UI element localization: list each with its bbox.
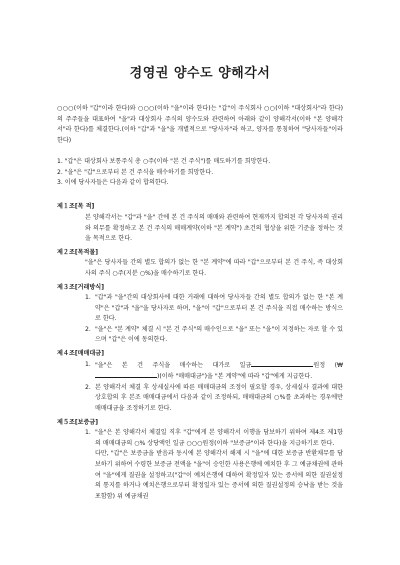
article-text: "을"은 당사자들 간의 별도 합의가 없는 한 "본 계약"에 따라 "갑"으로부터 본 건 주식, 즉 대상회사의 주식 ○주(지분 ○%)을 매수하기로 한다.: [85, 259, 343, 277]
article-4: [57, 349, 343, 415]
item-text: "을"은 "본 계약" 체결 시 "본 건 주식"의 매수인으로 "을" 또는 "을"이 지정하는 자로 할 수 있으며 "갑"은 이에 동의한다.: [95, 325, 343, 344]
item-text: [95, 360, 343, 383]
article-title: 제１조[목 적]: [57, 203, 95, 211]
item-text: "을"은 본 양해각서 체결일 직후 "갑"에게 본 양해각서 이행을 담보하기 위하여 제4조 제1항의 매매대금의 ○% 상당액인 일금 ○○○원정(이하 "보증금"이라 한다)을 지급하기로 한다.: [95, 429, 343, 447]
article-item: [85, 293, 343, 325]
document-title: 경영권 양수도 양해각서: [129, 66, 271, 81]
item-text-part: )(이하 "매매대금")을 "본 계약"에 따라 "갑"에게 지급한다.: [157, 373, 313, 381]
article-title: 제５조[보증금]: [57, 418, 99, 426]
clause-item: 3. 이에 당사자들은 다음과 같이 합의한다.: [57, 179, 169, 187]
item-number: 2.: [85, 325, 91, 333]
clause-item: 2. "을"은 "갑"으로부터 본 건 주식을 매수하기를 희망한다.: [57, 168, 214, 176]
article-title: 제２조[목적물]: [57, 248, 99, 256]
article-text: 본 양해각서는 "갑"과 "을" 간에 본 건 주식의 매매와 관련하여 현재까지 합의된 각 당사자의 권리와 의무를 확정하고 본 건 주식의 매매계약(이하 "본 계약") 초건의 협상을 위한 기준을 정하는 것을 목적으로 한다.: [85, 213, 343, 243]
article-item: [85, 428, 343, 449]
article-item: [85, 325, 343, 346]
article-title: 제３조[거래방식]: [57, 283, 104, 291]
article-1: [57, 202, 343, 244]
item-number: 1.: [85, 429, 91, 437]
article-2: [57, 248, 343, 280]
item-text: 본 양해각서 체결 후 상세실사에 따른 매매대금의 조정이 필요할 경우, 상세실사 결과에 대한 상호합의 후 본조 매매대금에서 다음과 같이 조정하되, 매매대금의 ○%를 초과하는 경우에만 매매대금을 조정하기로 한다.: [95, 383, 343, 413]
article-item: [85, 383, 343, 415]
item-number: 1.: [85, 360, 91, 368]
item-text-part: "을"은 본 건 주식을 매수하는 대가로 일금: [95, 361, 252, 369]
article-item: [85, 360, 343, 383]
intro-paragraph: ○○○(이하 "갑"이라 한다)와 ○○○(이하 "을"이라 한다)는 "갑"이 주식회사 ○○(이하 "대상회사"라 한다)의 주주들을 대표하여 "을"과 대상회사 주식의 양수도와 관련하여 아래와 같이 양해각서(이하 "본 양해각서"라 한다)를 체결한다.(이하 "갑"과 "을"을 개별적으로 "당사자"라 하고, 양자를 통칭하여 "당사자들"이라 한다): [57, 105, 343, 144]
item-text: 다만, "갑"은 보증금을 받음과 동시에 본 양해각서 해제 시 "을"에 대한 보증금 반환채무를 담보하기 위하여 수령한 보증금 전액을 "을"이 승인한 사용은행에 예치한 후 그 예금채권에 관하여 "을"에게 질권을 설정하고("갑"이 예치은행에 대하여 확정일자 있는 증서에 의한 질권설정의 통지를 하거나 예치은행으로부터 확정일자 있는 증서에 의한 질권설정의 승낙을 받는 것을 포함함) 위 예금채권: [95, 450, 343, 500]
item-number: 1.: [85, 294, 91, 302]
article-5: [57, 418, 343, 503]
item-number: 2.: [85, 383, 91, 391]
item-text: "갑"과 "을"간의 대상회사에 대한 거래에 대하여 당사자들 간의 별도 합의가 없는 한 "본 계약"은 "갑"과 "을"을 당사자로 하며, "을"이 "갑"으로부터 본 건 주식을 직접 매수하는 방식으로 한다.: [95, 294, 343, 323]
clause-item: 1. "갑"은 대상회사 보통주식 총 ○주(이하 "본 건 주식")를 매도하기를 희망한다.: [57, 157, 271, 165]
document-body: [57, 104, 343, 502]
article-3: [57, 283, 343, 347]
clause-list: [57, 157, 343, 189]
amount-blank-korean[interactable]: [251, 360, 313, 367]
item-text-part: 원정 (₩: [313, 361, 343, 369]
article-title: 제４조[매매대금]: [57, 350, 104, 358]
article-item: [85, 449, 343, 502]
amount-blank-number[interactable]: [95, 371, 157, 378]
